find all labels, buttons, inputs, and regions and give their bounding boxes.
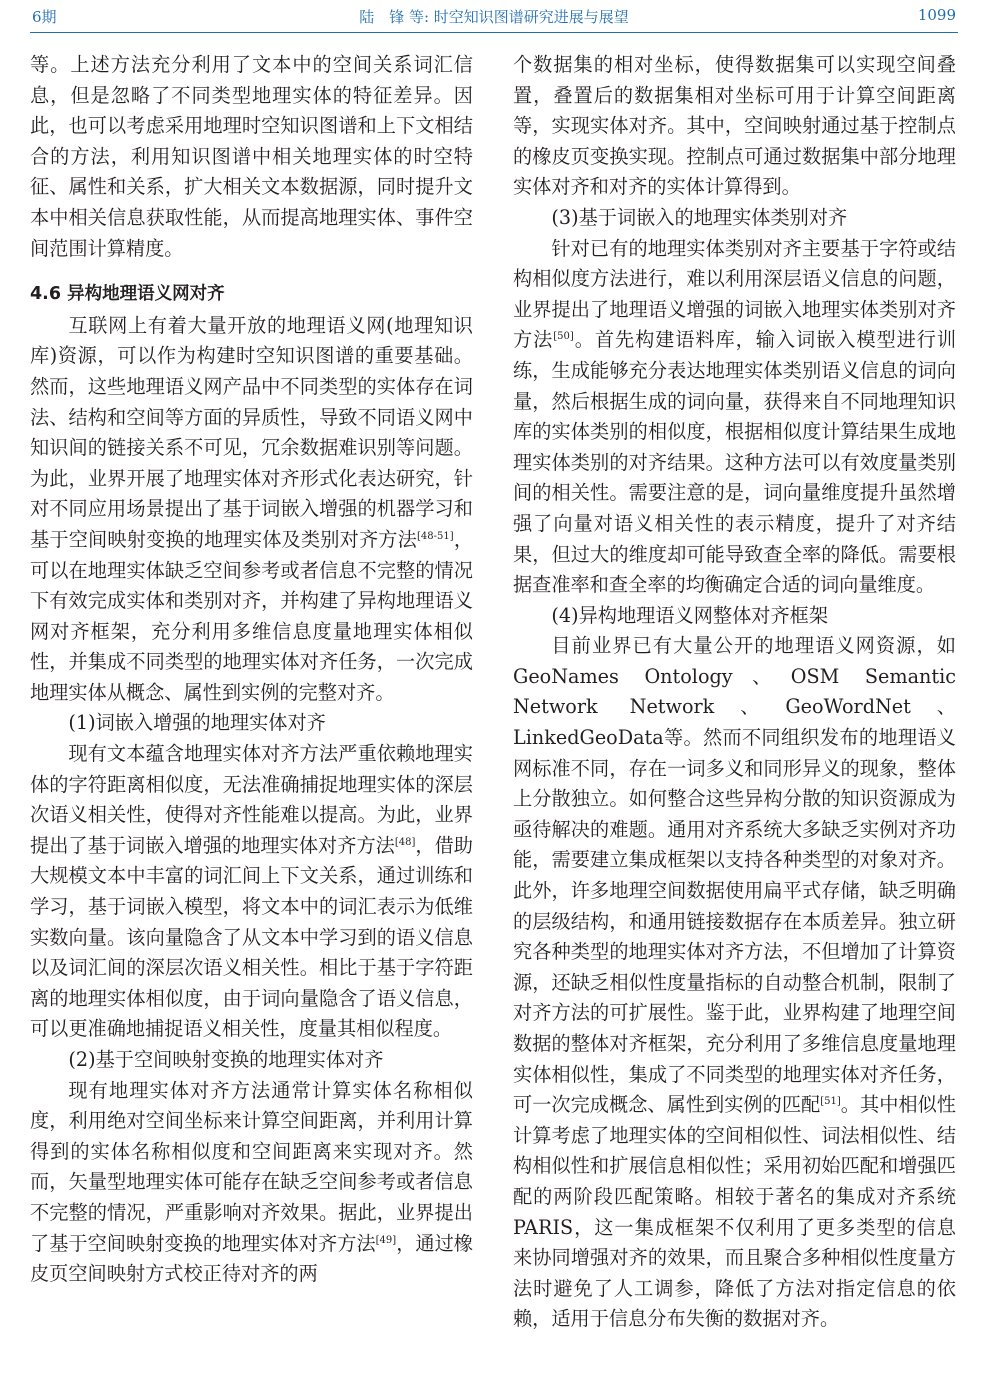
section-intro-paragraph: 互联网上有着大量开放的地理语义网(地理知识库)资源，可以作为构建时空知识图谱的重要基础。然而，这些地理语义网产品中不同类型的实体存在词法、结构和空间等方面的异质性，导致不同语义网中知识间的链接关系不可见，冗余数据难识别等问题。为此，业界开展了地理实体对齐形式化表达研究，针对不同应用场景提出了基于词嵌入增强的机器学习和基于空间映射变换的地理实体及类别对齐方法[48-51]，可以在地理实体缺乏空间参考或者信息不完整的情况下有效完成实体和类别对齐，并构建了异构地理语义网对齐框架，充分利用多维信息度量地理实体相似性，并集成不同类型的地理实体对齐任务，一次完成地理实体从概念、属性到实例的完整对齐。	[30, 313, 474, 704]
section-heading: 4.6 异构地理语义网对齐	[30, 284, 225, 305]
citation-ref[interactable]: [48-51]	[417, 530, 454, 542]
subsection-heading: (1)词嵌入增强的地理实体对齐	[68, 711, 326, 735]
running-header	[30, 0, 958, 33]
citation-ref[interactable]: [48]	[394, 836, 416, 848]
running-title: 陆 锋 等: 时空知识图谱研究进展与展望	[359, 8, 629, 26]
subsection-paragraph: 目前业界已有大量公开的地理语义网资源，如GeoNames Ontology、OSM Semantic Network Network、GeoWordNet、LinkedGeoData等。然而不同组织发布的地理语义网标准不同，存在一词多义和同形异义的现象，整体上分散独立。如何整合这些异构分散的知识资源成为亟待解决的难题。通用对齐系统大多缺乏实例对齐功能，需要建立集成框架以支持各种类型的对象对齐。此外，许多地理空间数据使用扁平式存储，缺乏明确的层级结构，和通用链接数据存在本质差异。独立研究各种类型的地理实体对齐方法，不但增加了计算资源，还缺乏相似性度量指标的自动整合机制，限制了对齐方法的可扩展性。鉴于此，业界构建了地理空间数据的整体对齐框架，充分利用了多维信息度量地理实体相似性，集成了不同类型的地理实体对齐任务，可一次完成概念、属性到实例的匹配[51]。其中相似性计算考虑了地理实体的空间相似性、词法相似性、结构相似性和扩展信息相似性；采用初始匹配和增强匹配的两阶段匹配策略。相较于著名的集成对齐系统PARIS，这一集成框架不仅利用了更多类型的信息来协同增强对齐的效果，而且聚合多种相似性度量方法时避免了人工调参，降低了方法对指定信息的依赖，适用于信息分布失衡的数据对齐。	[513, 634, 956, 1331]
citation-ref[interactable]: [51]	[820, 1096, 841, 1108]
subsection-paragraph: 现有文本蕴含地理实体对齐方法严重依赖地理实体的字符距离相似度，无法准确捕捉地理实体的深层次语义相关性，使得对齐性能难以提高。为此，业界提出了基于词嵌入增强的地理实体对齐方法[48]，借助大规模文本中丰富的词汇间上下文关系，通过训练和学习，基于词嵌入模型，将文本中的词汇表示为低维实数向量。该向量隐含了从文本中学习到的语义信息以及词汇间的深层次语义相关性。相比于基于字符距离的地理实体相似度，由于词向量隐含了语义信息，可以更准确地捕捉语义相关性，度量其相似程度。	[30, 742, 473, 1041]
subsection-heading: (4)异构地理语义网整体对齐框架	[551, 603, 829, 627]
citation-ref[interactable]: [50]	[553, 331, 574, 343]
continued-paragraph: 等。上述方法充分利用了文本中的空间关系词汇信息，但是忽略了不同类型地理实体的特征差异。因此，也可以考虑采用地理时空知识图谱和上下文相结合的方法，利用知识图谱中相关地理实体的时空特征、属性和关系，扩大相关文本数据源，同时提升文本中相关信息获取性能，从而提高地理实体、事件空间范围计算精度。	[30, 53, 473, 260]
continued-paragraph: 个数据集的相对坐标，使得数据集可以实现空间叠置，叠置后的数据集相对坐标可用于计算空间距离等，实现实体对齐。其中，空间映射通过基于控制点的橡皮页变换实现。控制点可通过数据集中部分地理实体对齐和对齐的实体计算得到。	[513, 53, 956, 199]
page-number: 1099	[917, 6, 956, 24]
left-column	[30, 50, 473, 1290]
subsection-heading: (2)基于空间映射变换的地理实体对齐	[68, 1048, 384, 1071]
subsection-paragraph: 针对已有的地理实体类别对齐主要基于字符或结构相似度方法进行，难以利用深层语义信息的问题，业界提出了地理语义增强的词嵌入地理实体类别对齐方法[50]。首先构建语料库，输入词嵌入模型进行训练，生成能够充分表达地理实体类别语义信息的词向量，然后根据生成的词向量，获得来自不同地理知识库的实体类别的相似度，根据相似度计算结果生成地理实体类别的对齐结果。这种方法可以有效度量类别间的相关性。需要注意的是，词向量维度提升虽然增强了向量对语义相关性的表示精度，提升了对齐结果，但过大的维度却可能导致查全率的降低。需要根据查准率和查全率的均衡确定合适的词向量维度。	[513, 236, 957, 597]
issue-number: 6期	[32, 8, 57, 26]
right-column	[513, 50, 956, 1335]
subsection-heading: (3)基于词嵌入的地理实体类别对齐	[551, 205, 848, 229]
citation-ref[interactable]: [49]	[375, 1234, 397, 1246]
subsection-paragraph: 现有地理实体对齐方法通常计算实体名称相似度，利用绝对空间坐标来计算空间距离，并利用计算得到的实体名称相似度和空间距离来实现对齐。然而，矢量型地理实体可能存在缺乏空间参考或者信息不完整的情况，严重影响对齐效果。据此，业界提出了基于空间映射变换的地理实体对齐方法[49]，通过橡皮页空间映射方式校正待对齐的两	[30, 1078, 473, 1286]
